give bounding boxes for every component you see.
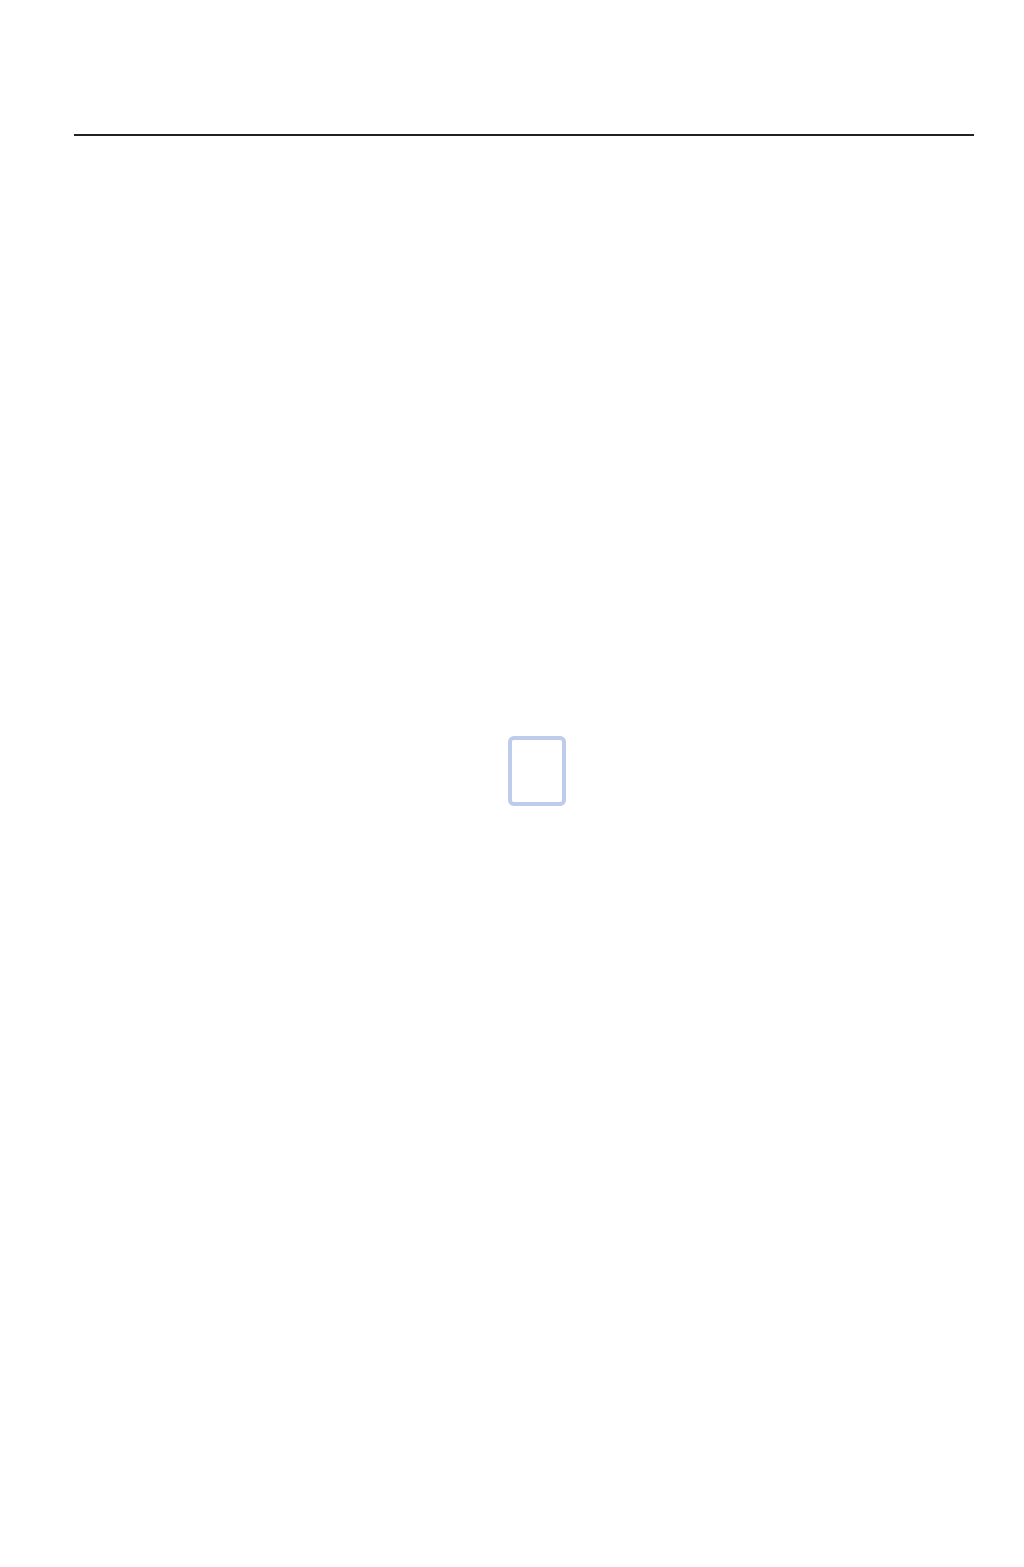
watermark-logo-box — [508, 736, 566, 806]
title-rule — [74, 134, 974, 136]
